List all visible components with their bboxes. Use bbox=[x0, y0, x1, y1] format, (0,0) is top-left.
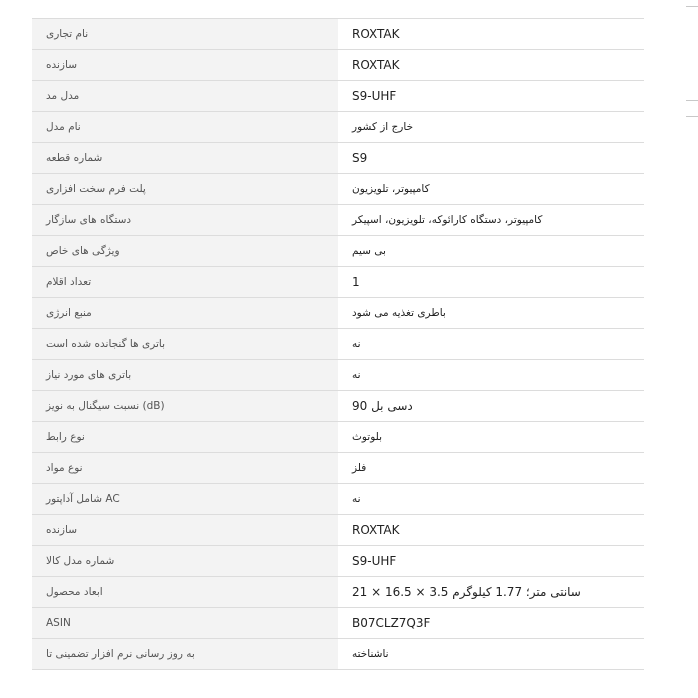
spec-value: نه bbox=[338, 329, 644, 359]
spec-row-model bbox=[32, 81, 644, 112]
page-edge-rule bbox=[686, 100, 698, 101]
spec-value: کامپیوتر، دستگاه کارائوکه، تلویزیون، اسپیکر bbox=[338, 205, 644, 235]
spec-label: دستگاه های سازگار bbox=[32, 205, 338, 235]
product-details-table bbox=[32, 18, 644, 670]
spec-row-compatible-devices bbox=[32, 205, 644, 236]
spec-value: خارج از کشور bbox=[338, 112, 644, 142]
spec-value: ROXTAK bbox=[338, 50, 644, 80]
spec-value: 21 × 16.5 × 3.5 سانتی متر؛ 1.77 کیلوگرم bbox=[338, 577, 644, 607]
spec-label: نام تجاری bbox=[32, 19, 338, 49]
spec-row-dimensions bbox=[32, 577, 644, 608]
spec-row-manufacturer bbox=[32, 50, 644, 81]
spec-label: باتری ها گنجانده شده است bbox=[32, 329, 338, 359]
spec-label: مدل مد bbox=[32, 81, 338, 111]
spec-label: تعداد اقلام bbox=[32, 267, 338, 297]
spec-value: بلوتوث bbox=[338, 422, 644, 452]
spec-value: بی سیم bbox=[338, 236, 644, 266]
spec-value: 90 دسی بل bbox=[338, 391, 644, 421]
spec-value: نه bbox=[338, 484, 644, 514]
spec-value: ROXTAK bbox=[338, 515, 644, 545]
spec-row-batteries-required bbox=[32, 360, 644, 391]
spec-row-manufacturer-2 bbox=[32, 515, 644, 546]
spec-label: نوع مواد bbox=[32, 453, 338, 483]
spec-label: شامل آداپتور AC bbox=[32, 484, 338, 514]
spec-label: ویژگی های خاص bbox=[32, 236, 338, 266]
spec-label: ابعاد محصول bbox=[32, 577, 338, 607]
spec-row-snr bbox=[32, 391, 644, 422]
spec-row-connector-type bbox=[32, 422, 644, 453]
spec-row-hardware-platform bbox=[32, 174, 644, 205]
spec-label: پلت فرم سخت افزاری bbox=[32, 174, 338, 204]
spec-value: فلز bbox=[338, 453, 644, 483]
spec-row-power-source bbox=[32, 298, 644, 329]
spec-label: سازنده bbox=[32, 515, 338, 545]
spec-label: ASIN bbox=[32, 608, 338, 638]
spec-value: کامپیوتر، تلویزیون bbox=[338, 174, 644, 204]
spec-label: شماره قطعه bbox=[32, 143, 338, 173]
spec-row-asin bbox=[32, 608, 644, 639]
spec-value: ناشناخته bbox=[338, 639, 644, 669]
spec-row-item-model-number bbox=[32, 546, 644, 577]
spec-row-model-name bbox=[32, 112, 644, 143]
spec-row-material bbox=[32, 453, 644, 484]
spec-value: S9-UHF bbox=[338, 81, 644, 111]
spec-value: B07CLZ7Q3F bbox=[338, 608, 644, 638]
spec-label: به روز رسانی نرم افزار تضمینی تا bbox=[32, 639, 338, 669]
spec-row-software-updates bbox=[32, 639, 644, 670]
spec-label: سازنده bbox=[32, 50, 338, 80]
spec-row-ac-adapter bbox=[32, 484, 644, 515]
spec-value: نه bbox=[338, 360, 644, 390]
spec-label: نام مدل bbox=[32, 112, 338, 142]
spec-row-brand bbox=[32, 19, 644, 50]
spec-value: ROXTAK bbox=[338, 19, 644, 49]
spec-label: باتری های مورد نیاز bbox=[32, 360, 338, 390]
spec-row-batteries-included bbox=[32, 329, 644, 360]
spec-label: منبع انرژی bbox=[32, 298, 338, 328]
spec-value: S9 bbox=[338, 143, 644, 173]
spec-row-item-count bbox=[32, 267, 644, 298]
spec-row-special-features bbox=[32, 236, 644, 267]
spec-value: باطری تغذیه می شود bbox=[338, 298, 644, 328]
spec-value: 1 bbox=[338, 267, 644, 297]
spec-label: نوع رابط bbox=[32, 422, 338, 452]
spec-row-part-number bbox=[32, 143, 644, 174]
page-edge-rule bbox=[686, 116, 698, 117]
spec-label: نسبت سیگنال به نویز (dB) bbox=[32, 391, 338, 421]
spec-label: شماره مدل کالا bbox=[32, 546, 338, 576]
page-edge-rule bbox=[686, 6, 698, 7]
spec-value: S9-UHF bbox=[338, 546, 644, 576]
